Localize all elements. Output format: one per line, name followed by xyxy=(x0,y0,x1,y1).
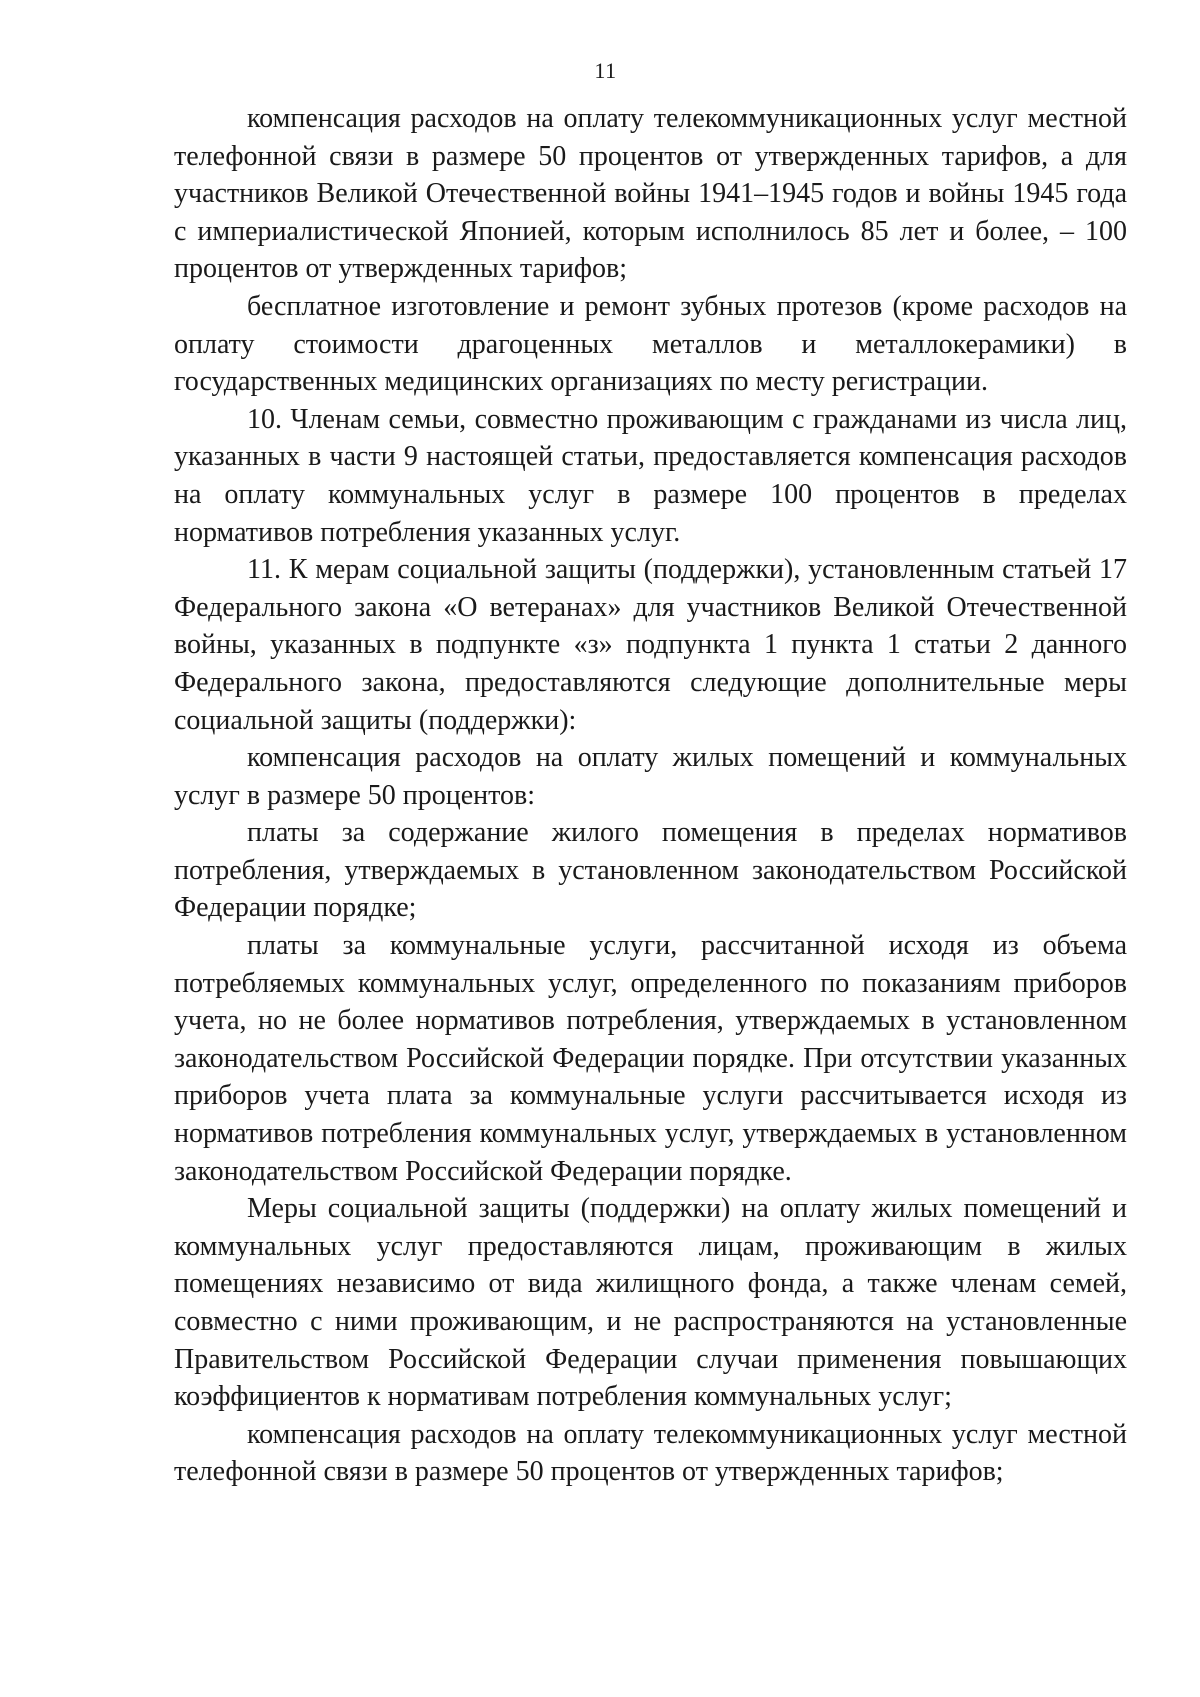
paragraph-telecom-compensation: компенсация расходов на оплату телекоммуникационных услуг местной телефонной связи в размере 50 процентов от утвержденных тарифов, а для участников Великой Отечественной войны 1941–1945 годов и войны 1945 года с империалистической Японией, которым исполнилось 85 лет и более, – 100 процентов от утвержденных тарифов; xyxy=(174,103,1127,285)
document-body xyxy=(174,100,1127,1491)
paragraph-telecom-compensation-2: компенсация расходов на оплату телекоммуникационных услуг местной телефонной связи в размере 50 процентов от утвержденных тарифов; xyxy=(174,1418,1127,1488)
paragraph-clause-11: 11. К мерам социальной защиты (поддержки), установленным статьей 17 Федерального закона «О ветеранах» для участников Великой Отечественной войны, указанных в подпункте «з» подпункта 1 пункта 1 статьи 2 данного Федерального закона, предоставляются следующие дополнительные меры социальной защиты (поддержки): xyxy=(174,554,1127,736)
paragraph-clause-10: 10. Членам семьи, совместно проживающим с гражданами из числа лиц, указанных в части 9 настоящей статьи, предоставляется компенсация расходов на оплату коммунальных услуг в размере 100 процентов в пределах нормативов потребления указанных услуг. xyxy=(174,403,1127,548)
paragraph-utilities-fee: платы за коммунальные услуги, рассчитанной исходя из объема потребляемых коммунальных услуг, определенного по показаниям приборов учета, но не более нормативов потребления, утверждаемых в установленном законодательством Российской Федерации порядке. При отсутствии указанных приборов учета плата за коммунальные услуги рассчитывается исходя из нормативов потребления коммунальных услуг, утверждаемых в установленном законодательством Российской Федерации порядке. xyxy=(174,930,1127,1187)
paragraph-housing-compensation: компенсация расходов на оплату жилых помещений и коммунальных услуг в размере 50 процентов: xyxy=(174,742,1127,811)
paragraph-dental-prosthetics: бесплатное изготовление и ремонт зубных протезов (кроме расходов на оплату стоимости драгоценных металлов и металлокерамики) в государственных медицинских организациях по месту регистрации. xyxy=(174,290,1127,398)
paragraph-support-measures: Меры социальной защиты (поддержки) на оплату жилых помещений и коммунальных услуг предоставляются лицам, проживающим в жилых помещениях независимо от вида жилищного фонда, а также членам семей, совместно с ними проживающим, и не распространяются на установленные Правительством Российской Федерации случаи применения повышающих коэффициентов к нормативам потребления коммунальных услуг; xyxy=(174,1193,1127,1413)
paragraph-maintenance-fee: платы за содержание жилого помещения в пределах нормативов потребления, утверждаемых в установленном законодательством Российской Федерации порядке; xyxy=(174,817,1127,924)
page-number: 11 xyxy=(594,58,617,83)
